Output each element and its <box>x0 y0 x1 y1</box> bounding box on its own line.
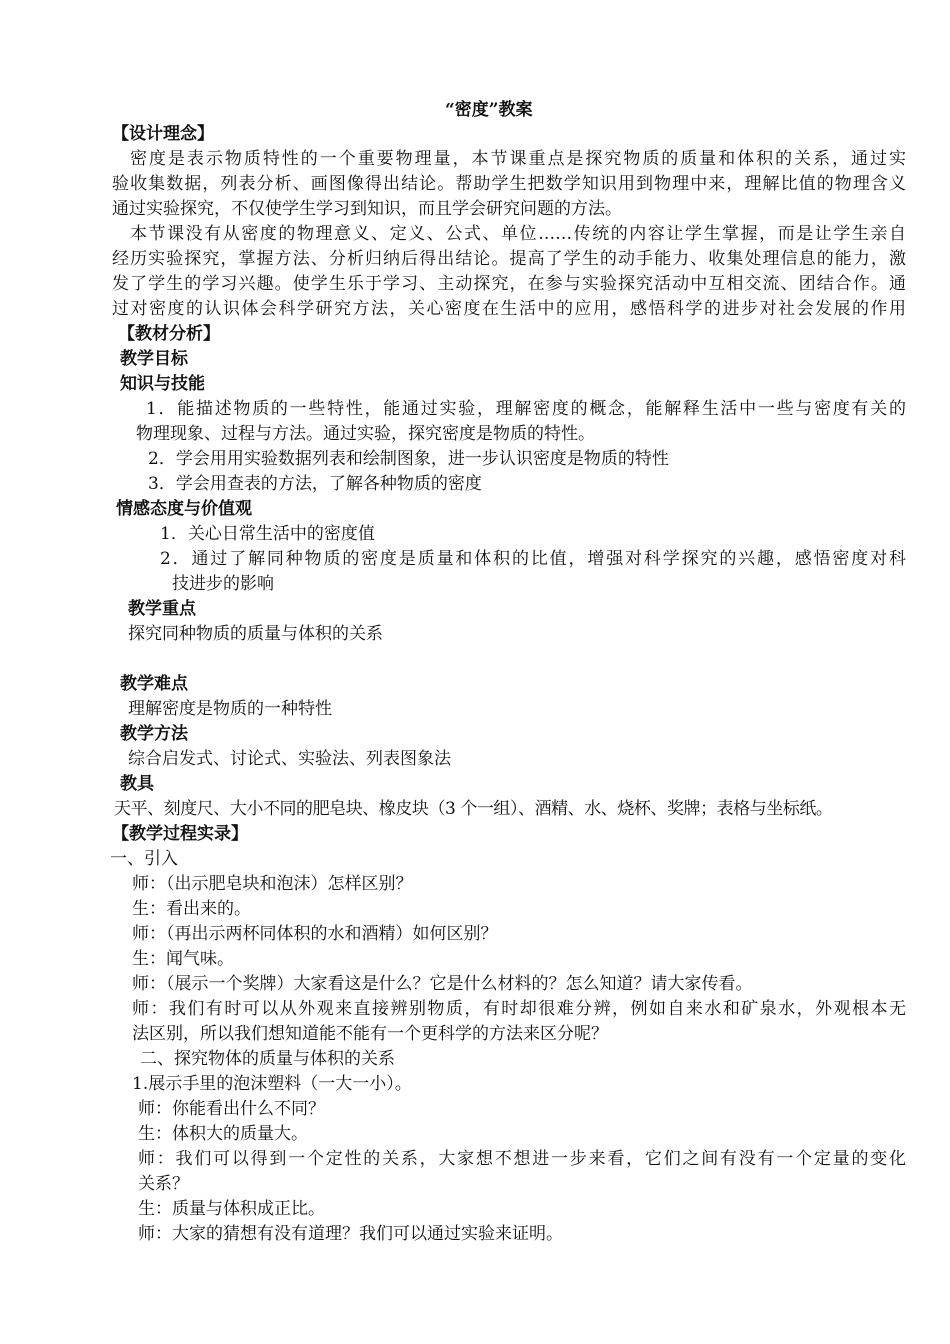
key-point-heading: 教学重点 <box>128 599 196 619</box>
teaching-goals-heading: 教学目标 <box>120 349 188 369</box>
dialogue-line: 生：质量与体积成正比。 <box>138 1199 325 1219</box>
tools-text: 天平、刻度尺、大小不同的肥皂块、橡皮块（3 个一组）、酒精、水、烧杯、奖牌；表格与坐标纸。 <box>114 799 833 819</box>
dialogue-line: 师：你能看出什么不同？ <box>138 1099 325 1119</box>
material-analysis-heading: 【教材分析】 <box>118 324 220 344</box>
key-point-text: 探究同种物质的质量与体积的关系 <box>128 624 383 644</box>
paragraph-line: 通过实验探究，不仅使学生学习到知识，而且学会研究问题的方法。 <box>112 199 622 219</box>
dialogue-line: 生：闻气味。 <box>132 949 234 969</box>
emotion-item: 1．关心日常生活中的密度值 <box>160 524 375 544</box>
dialogue-line: 生：看出来的。 <box>132 899 251 919</box>
emotion-values-heading: 情感态度与价值观 <box>116 499 252 519</box>
knowledge-item: 物理现象、过程与方法。通过实验，探究密度是物质的特性。 <box>136 424 595 444</box>
document-title: “密度”教案 <box>445 100 533 120</box>
paragraph-line: 验收集数据，列表分析、画图像得出结论。帮助学生把数学知识用到物理中来，理解比值的物理含义 <box>112 174 906 194</box>
method-text: 综合启发式、讨论式、实验法、列表图象法 <box>128 749 451 769</box>
process-heading: 【教学过程实录】 <box>112 824 248 844</box>
knowledge-item: 1．能描述物质的一些特性，能通过实验，理解密度的概念，能解释生活中一些与密度有关的 <box>146 399 906 419</box>
dialogue-line: 师：我们可以得到一个定性的关系，大家想不想进一步来看，它们之间有没有一个定量的变化 <box>138 1149 906 1169</box>
difficulty-text: 理解密度是物质的一种特性 <box>128 699 332 719</box>
intro-heading: 一、引入 <box>110 849 178 869</box>
dialogue-line: 师：（展示一个奖牌）大家看这是什么？它是什么材料的？怎么知道？请大家传看。 <box>132 974 753 994</box>
dialogue-line: 法区别，所以我们想知道能不能有一个更科学的方法来区分呢？ <box>132 1024 608 1044</box>
method-heading: 教学方法 <box>120 724 188 744</box>
difficulty-heading: 教学难点 <box>120 674 188 694</box>
dialogue-line: 生：体积大的质量大。 <box>138 1124 308 1144</box>
dialogue-line: 师：（再出示两杯同体积的水和酒精）如何区别？ <box>132 924 498 944</box>
explore-heading: 二、探究物体的质量与体积的关系 <box>140 1049 395 1069</box>
knowledge-item: 3．学会用查表的方法，了解各种物质的密度 <box>148 474 482 494</box>
knowledge-skills-heading: 知识与技能 <box>120 374 205 394</box>
knowledge-item: 2．学会用用实验数据列表和绘制图象，进一步认识密度是物质的特性 <box>148 449 669 469</box>
paragraph-line: 过对密度的认识体会科学研究方法，关心密度在生活中的应用，感悟科学的进步对社会发展的作用 <box>112 299 906 319</box>
tools-heading: 教具 <box>120 774 154 794</box>
paragraph-line: 本节课没有从密度的物理意义、定义、公式、单位……传统的内容让学生掌握，而是让学生亲自 <box>130 224 906 244</box>
paragraph-line: 发了学生的学习兴趣。使学生乐于学习、主动探究，在参与实验探究活动中互相交流、团结合作。通 <box>112 274 906 294</box>
dialogue-line: 师：大家的猜想有没有道理？我们可以通过实验来证明。 <box>138 1224 563 1244</box>
step-1-heading: 1.展示手里的泡沫塑料（一大一小）。 <box>132 1074 412 1094</box>
design-concept-heading: 【设计理念】 <box>112 124 214 144</box>
dialogue-line: 师：（出示肥皂块和泡沫）怎样区别？ <box>132 874 413 894</box>
emotion-item: 技进步的影响 <box>172 574 274 594</box>
paragraph-line: 经历实验探究，掌握方法、分析归纳后得出结论。提高了学生的动手能力、收集处理信息的能力，激 <box>112 249 906 269</box>
paragraph-line: 密度是表示物质特性的一个重要物理量，本节课重点是探究物质的质量和体积的关系，通过实 <box>130 149 906 169</box>
dialogue-line: 师：我们有时可以从外观来直接辨别物质，有时却很难分辨，例如自来水和矿泉水，外观根本无 <box>132 999 906 1019</box>
dialogue-line: 关系？ <box>138 1174 189 1194</box>
emotion-item: 2．通过了解同种物质的密度是质量和体积的比值，增强对科学探究的兴趣，感悟密度对科 <box>160 549 906 569</box>
